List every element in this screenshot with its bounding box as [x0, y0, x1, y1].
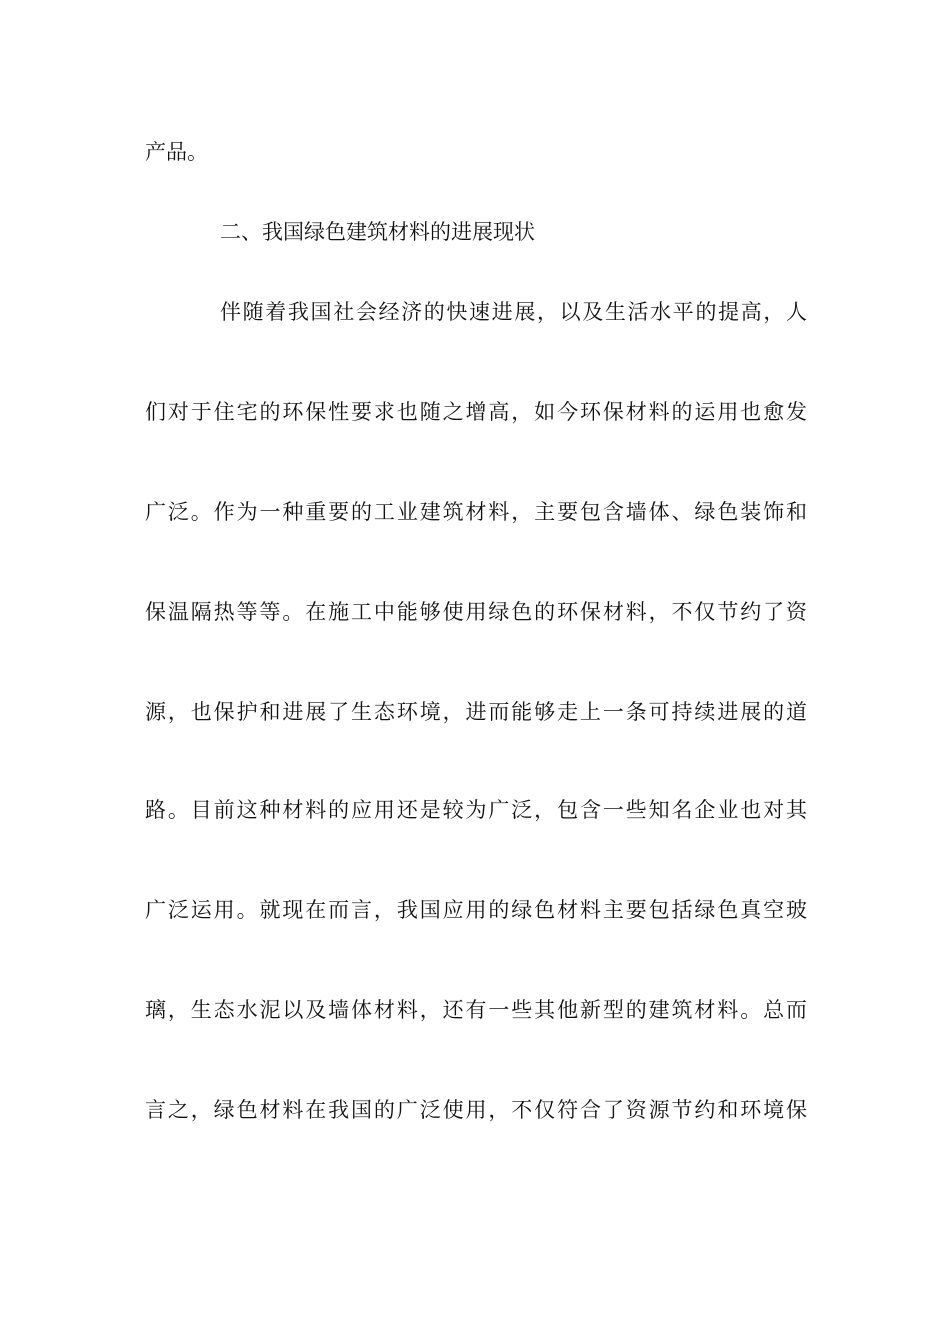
- paragraph-line: 伴随着我国社会经济的快速进展，以及生活水平的提高，人: [220, 300, 807, 324]
- paragraph-line: 广泛运用。就现在而言，我国应用的绿色材料主要包括绿色真空玻: [145, 898, 807, 922]
- paragraph-line: 言之，绿色材料在我国的广泛使用，不仅符合了资源节约和环境保: [145, 1098, 807, 1122]
- paragraph-end-line: 产品。: [145, 140, 208, 164]
- paragraph-line: 路。目前这种材料的应用还是较为广泛，包含一些知名企业也对其: [145, 798, 807, 822]
- paragraph-line: 们对于住宅的环保性要求也随之增高，如今环保材料的运用也愈发: [145, 400, 807, 424]
- paragraph-line: 璃，生态水泥以及墙体材料，还有一些其他新型的建筑材料。总而: [145, 998, 807, 1022]
- paragraph-line: 广泛。作为一种重要的工业建筑材料，主要包含墙体、绿色装饰和: [145, 500, 807, 524]
- paragraph-line: 源，也保护和进展了生态环境，进而能够走上一条可持续进展的道: [145, 700, 807, 724]
- section-heading: 二、我国绿色建筑材料的进展现状: [220, 220, 535, 244]
- paragraph-line: 保温隔热等等。在施工中能够使用绿色的环保材料，不仅节约了资: [145, 600, 807, 624]
